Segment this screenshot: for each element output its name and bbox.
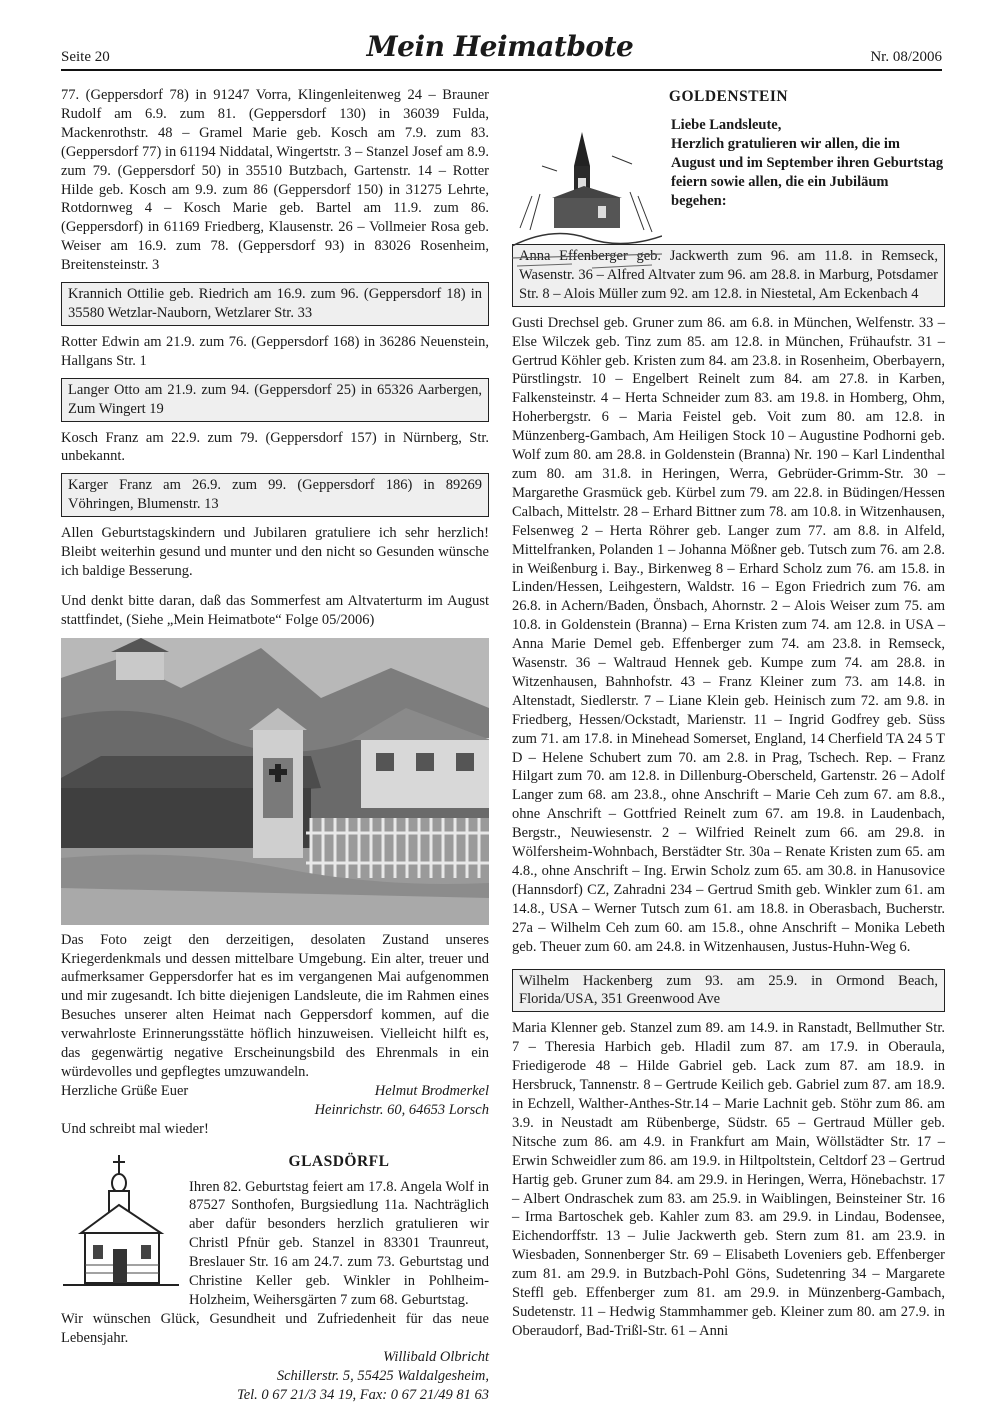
glasdorfl-author-phone: Tel. 0 67 21/3 34 19, Fax: 0 67 21/49 81 63 [236, 1386, 489, 1403]
highlight-box: Krannich Ottilie geb. Riedrich am 16.9. zum 96. (Geppersdorf 18) in 35580 Wetzlar-Nauborn, Wetzlarer Str. 33 [61, 282, 489, 326]
birthday-entry: Kosch Franz am 22.9. zum 79. (Geppersdorf 157) in Nürnberg, Str. unbekannt. [61, 429, 489, 465]
glasdorfl-wish: Wir wünschen Glück, Gesundheit und Zufriedenheit für das neue Lebensjahr. [61, 1310, 489, 1346]
goldenstein-greeting [671, 116, 945, 211]
author-name: Helmut Brodmerkel [374, 1082, 489, 1099]
birthday-list-geppersdorf: 77. (Geppersdorf 78) in 91247 Vorra, Klingenleitenweg 24 – Brauner Rudolf am 6.9. zum 81. (Geppersdorf 130) in 36039 Fulda, Mackenrothstr. 48 – Gramel Marie geb. Kosch am 7.9. zum 83. (Geppersdorf 77) in 61194 Niddatal, Wingertstr. 3 – Stanzel Josef am 8.9. zum 79. (Geppersdorf 50) in 35510 Butzbach, Gartenstr. 14 – Rotter Hilde geb. Kosch am 9.9. zum 86 (Geppersdorf 150) in 31275 Lehrte, Rotdornweg 4 – Kosch Marie geb. Bartel am 11.9. zum 86. (Geppersdorf) in 61169 Friedberg, Klausenstr. 26 – Vollmeier Rosa geb. Weiser am 16.9. zum 78. (Geppersdorf 93) in 83026 Rosenheim, Breitensteinstr. 3 [61, 87, 489, 274]
memorial-photo [61, 638, 489, 925]
goldenstein-intro [512, 88, 945, 294]
chapel-icon [61, 1153, 181, 1293]
salutation: Liebe Landsleute, [671, 117, 782, 133]
section-title-goldenstein: GOLDENSTEIN [668, 88, 789, 105]
church-sketch-icon [512, 126, 662, 276]
highlight-box: Anna Effenberger geb. Jackwerth zum 96. am 11.8. in Remseck, Wasenstr. 36 – Alfred Altvater zum 96. am 28.8. in Marburg, Potsdamer Str. 8 – Alois Müller zum 92. am 12.8. in Niestetal, Am Eckenbach 4 [512, 244, 945, 307]
birthday-list-september: Maria Klenner geb. Stanzel zum 89. am 14.9. in Ranstadt, Bellmuther Str. 7 – Theresia Harbich geb. Hladil zum 87. am 17.9. in Oberaula, Friedigerode 48 – Hilde Gabriel geb. Lack zum 87. am 18.9. in Hersbruck, Tannenstr. 8 – Gertrude Keilich geb. Gabriel zum 87. am 18.9. in Echzell, Walther-Anthes-Str.14 – Marie Lachnit geb. Stöhr zum 86. am 3.9. in Neustadt am Rübenberge, Südstr. 65 – Gertraud Müller geb. Nitsche zum 86. am 4.9. in Frankfurt am Main, Wöllstädter Str. 17 – Erwin Schweidler zum 86. am 19.9. in Hiltpoltstein, Celtdorf 23 – Gertrud Hartig geb. Gruner zum 84. am 29.9. in Heringen, Werra, Hönebachstr. 17 – Albert Ondraschek zum 83. am 25.9. in Waiblingen, Beinsteiner Str. 16 – Irma Bartoschek geb. Kahler zum 83. am 29.9. in Lindau, Bodensee, Eichendorffstr. 13 – Julie Jackwerth geb. Stern zum 81. am 23.9. in Wiesbaden, Sonnenberger Str. 69 – Elisabeth Loveniers geb. Effenberger zum 81. am 29.9. in Butzbach-Pohl Göns, Sudetenring 34 – Margarete Steffl geb. Effenberger zum 81. am 29.9. in Münzenberg-Gambach, Sudetenstr. 11 – Hedwig Stammhammer geb. Kleiner zum 80. am 27.9. in Oberaudorf, Bad-Trißl-Str. 61 – Anni [512, 1020, 945, 1339]
photo-caption-text: Das Foto zeigt den derzeitigen, desolaten Zustand unseres Kriegerdenkmals und dessen mittelbare Umgebung. Ein alter, treuer und aufmerksamer Geppersdorfer hat es im vergangenen Mai aufgenommen und mir zugesandt. Ich bitte diejenigen Landsleute, die im Rahmen eines Besuches unserer alten Heimat nach Geppersdorf kommen, auf die verwahrloste Erinnerungsstätte höflich hinzuweisen. Vielleicht hilft es, das gegenwärtig negative Erscheinungsbild des Ehrenmals in ein würdevolles und gepflegtes umzuwandeln. [61, 931, 489, 1080]
greeting-paragraph: Allen Geburtstagskindern und Jubilaren gratuliere ich sehr herzlich! Bleibt weiterhin gesund und munter und den nicht so Gesunden wünsche ich baldige Besserung. [61, 525, 489, 579]
glasdorfl-author-name: Willibald Olbricht [383, 1348, 489, 1365]
page-number: Seite 20 [61, 49, 110, 65]
left-column [61, 86, 489, 1404]
closing-remark: Und schreibt mal wieder! [61, 1120, 209, 1137]
glasdorfl-author-address: Schillerstr. 5, 55425 Waldalgesheim, [276, 1367, 489, 1384]
author-address: Heinrichstr. 60, 64653 Lorsch [314, 1101, 489, 1118]
birthday-list-august: Gusti Drechsel geb. Gruner zum 86. am 6.8. in München, Welfenstr. 33 – Else Wilczek geb. Tinz zum 85. am 12.8. in München, Frühaufstr. 31 – Gertrud Köhler geb. Kristen zum 84. am 23.8. in Rosenheim, Oberbayern, Pürstlingstr. 10 – Engelbert Reinelt zum 84. am 27.8. in Karben, Falkensteinstr. 4 – Herta Schneider zum 83. am 19.8. in Homberg, Ohm, Hoherbergstr. 6 – Maria Feistel geb. Voit zum 80. am 12.8. in Münzenberg-Gambach, Am Heiligen Stock 10 – Augustine Podhorni geb. Wolf zum 80. am 28.8. in Goldenstein (Branna) Nr. 190 – Karl Lindenthal zum 80. am 31.8. in Heringen, Werra, Gebrüder-Grimm-Str. 30 – Margarethe Grasmück geb. Kürbel zum 79. am 22.8. in Büdingen/Hessen Calbach, Mittelstr. 28 – Erhard Bittner zum 78. am 10.8. in Witzenhausen, Felsenweg 2 – Herta Röhrer geb. Langer zum 77. am 8.8. in Alfeld, Mittelfranken, Polanden 1 – Johanna Mößner geb. Tutsch zum 76. am 2.8. in Weißenburg i. Bay., Birkenweg 8 – Erhard Scholz zum 76. am 15.8. in Linden/Hessen, Leihgestern, Waldstr. 16 – Egon Friedrich zum 76. am 26.8. in Achern/Baden, Önsbach, Ahornstr. 2 – Alois Weiser zum 75. am 10.8. in Goldenstein (Branna) – Erna Kristen zum 74. am 12.8. in USA – Anna Marie Demel geb. Effenberger zum 74. am 23.8. in Remseck, Wasenstr. 36 – Waltraud Hennek geb. Kumpe zum 74. am 28.8. in Witzenhausen, Bahnhofstr. 43 – Franz Kleiner zum 73. am 14.8. in Altenstadt, Siedlerstr. 7 – Liane Klein geb. Heinisch zum 72. am 9.8. in Friedberg, Hessen/Ockstadt, Marienstr. 11 – Ingrid Godfrey geb. Süss zum 71. am 17.8. in Minehead Somerset, England, 14 Cherfield TA 24 5 T D – Helene Schubert zum 70. am 2.8. in Prag, Tschech. Rep. – Franz Hilgart zum 70. am 12.8. in Dillenburg-Oberscheld, Gartenstr. 26 – Adolf Langer zum 68. am 23.8., ohne Anschrift – Marie Ceh zum 67. am 8.8., ohne Anschrift – Gottfried Reinelt zum 67. am 19.8. in Laudenbach, Bergstr., Neuwiesenstr. 2 – Wilfried Reinelt zum 66. am 29.8. in Wölfersheim-Wohnbach, Berstädter Str. 30a – Renate Kristen zum 65. am 4.8., ohne Anschrift – Ing. Erwin Scholz zum 65. am 30.8. in Hanusovice (Hannsdorf) CZ, Zahradni 234 – Gertrud Smith geb. Winkler zum 61. am 14.8., USA – Werner Tutsch zum 61. am 18.8. in Oberasbach, Bucherstr. 27a – Wilhelm Ceh zum 60. am 15.8., ohne Anschrift – Monika Lebeth geb. Theuer zum 60. am 24.8. in Witzenhausen, Justus-Huhn-Weg 6. [512, 314, 945, 955]
birthday-entry: Rotter Edwin am 21.9. zum 76. (Geppersdorf 168) in 36286 Neuenstein, Hallgans Str. 1 [61, 333, 489, 369]
issue-number: Nr. 08/2006 [870, 49, 942, 65]
highlight-box: Karger Franz am 26.9. zum 99. (Geppersdorf 186) in 89269 Vöhringen, Blumenstr. 13 [61, 473, 489, 517]
closing-greeting: Herzliche Grüße Euer [61, 1082, 189, 1099]
intro-text: Herzlich gratulieren wir allen, die im August und im September ihren Geburtstag feiern sowie allen, die ein Jubiläum begehen: [671, 135, 944, 209]
glasdorfl-text: Ihren 82. Geburtstag feiert am 17.8. Angela Wolf in 87527 Sonthofen, Burgsiedlung 11a. Nachträglich aber dafür besonders herzlich gratulieren wir Christl Pfnür geb. Stanzel in 83301 Traunreut, Breslauer Str. 16 am 24.7. zum 73. Geburtstag und Christine Keller geb. Winkler in Pohlheim-Holzheim, Weihersgärten 7 zum 68. Geburtstag. [189, 1178, 489, 1308]
section-title-glasdorfl: GLASDÖRFL [288, 1152, 390, 1170]
summer-festival-note: Und denkt bitte daran, daß das Sommerfest am Altvaterturm im August stattfindet, (Siehe „Mein Heimatbote“ Folge 05/2006) [61, 592, 489, 628]
highlight-box: Langer Otto am 21.9. zum 94. (Geppersdorf 25) in 65326 Aarbergen, Zum Wingert 19 [61, 378, 489, 422]
highlight-box: Wilhelm Hackenberg zum 93. am 25.9. in Ormond Beach, Florida/USA, 351 Greenwood Ave [512, 969, 945, 1013]
newspaper-logo: Mein Heimatbote [366, 30, 634, 63]
glasdorfl-section [61, 1153, 489, 1405]
header-divider [61, 69, 942, 71]
right-column [512, 86, 945, 1341]
